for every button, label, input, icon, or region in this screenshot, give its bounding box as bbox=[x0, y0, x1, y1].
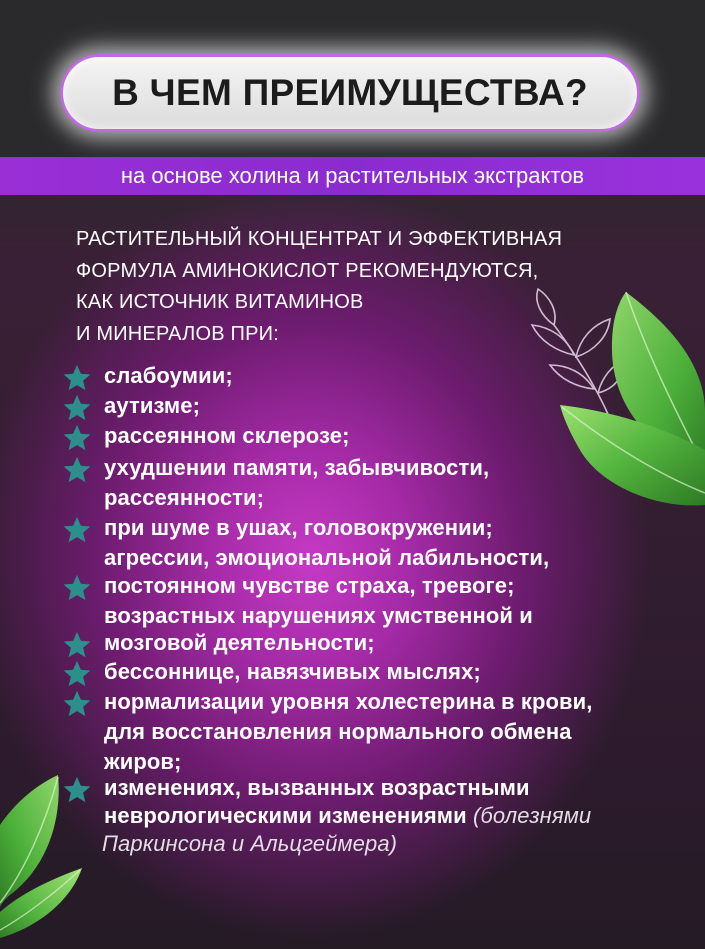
list-item-text: бессоннице, навязчивых мыслях; bbox=[104, 659, 481, 684]
intro-line: РАСТИТЕЛЬНЫЙ КОНЦЕНТРАТ И ЭФФЕКТИВНАЯ bbox=[76, 228, 563, 250]
leaf-icon bbox=[560, 405, 705, 510]
list-item-text: ухудшении памяти, забывчивости, bbox=[104, 455, 490, 480]
list-item-note: Паркинсона и Альцгеймера) bbox=[102, 831, 398, 856]
page-title: В ЧЕМ ПРЕИМУЩЕСТВА? bbox=[112, 72, 588, 113]
star-bullet-icon bbox=[62, 515, 92, 545]
intro-line: ФОРМУЛА АМИНОКИСЛОТ РЕКОМЕНДУЮТСЯ, bbox=[76, 259, 539, 282]
list-item-text: возрастных нарушениях умственной и bbox=[104, 603, 533, 628]
intro-text bbox=[76, 224, 676, 350]
star-bullet-icon bbox=[62, 363, 92, 393]
leaf-icon bbox=[0, 868, 82, 938]
list-item-text: для восстановления нормального обмена bbox=[104, 719, 572, 744]
title-banner bbox=[60, 54, 640, 132]
star-bullet-icon bbox=[62, 573, 92, 603]
list-item-text: изменениях, вызванных возрастными bbox=[104, 775, 530, 800]
list-item-text: аутизме; bbox=[104, 393, 201, 418]
star-bullet-icon bbox=[62, 659, 92, 689]
list-item-text: нормализации уровня холестерина в крови, bbox=[104, 689, 593, 714]
subtitle: на основе холина и растительных экстрактов bbox=[120, 163, 585, 188]
list-item-text: слабоумии; bbox=[104, 363, 233, 388]
list-item-text: при шуме в ушах, головокружении; bbox=[104, 515, 493, 540]
list-item-text: рассеянности; bbox=[104, 485, 265, 510]
star-bullet-icon bbox=[62, 423, 92, 453]
star-bullet-icon bbox=[62, 455, 92, 485]
list-item-text bbox=[104, 803, 591, 829]
intro-line: И МИНЕРАЛОВ ПРИ: bbox=[76, 322, 279, 345]
list-item-note: (болезнями bbox=[473, 803, 592, 828]
list-item-text: постоянном чувстве страха, тревоге; bbox=[104, 573, 515, 598]
list-item-text: жиров; bbox=[104, 749, 182, 774]
star-bullet-icon bbox=[62, 630, 92, 660]
star-bullet-icon bbox=[62, 775, 92, 805]
star-bullet-icon bbox=[62, 689, 92, 719]
list-item-text: рассеянном склерозе; bbox=[104, 423, 350, 448]
star-bullet-icon bbox=[62, 393, 92, 423]
subtitle-banner bbox=[0, 157, 705, 195]
intro-line: КАК ИСТОЧНИК ВИТАМИНОВ bbox=[76, 291, 364, 313]
list-item-text: мозговой деятельности; bbox=[104, 630, 375, 655]
list-item-text: агрессии, эмоциональной лабильности, bbox=[104, 545, 550, 570]
list-item-text: неврологическими изменениями bbox=[104, 803, 467, 828]
leaf-icon bbox=[0, 775, 62, 910]
